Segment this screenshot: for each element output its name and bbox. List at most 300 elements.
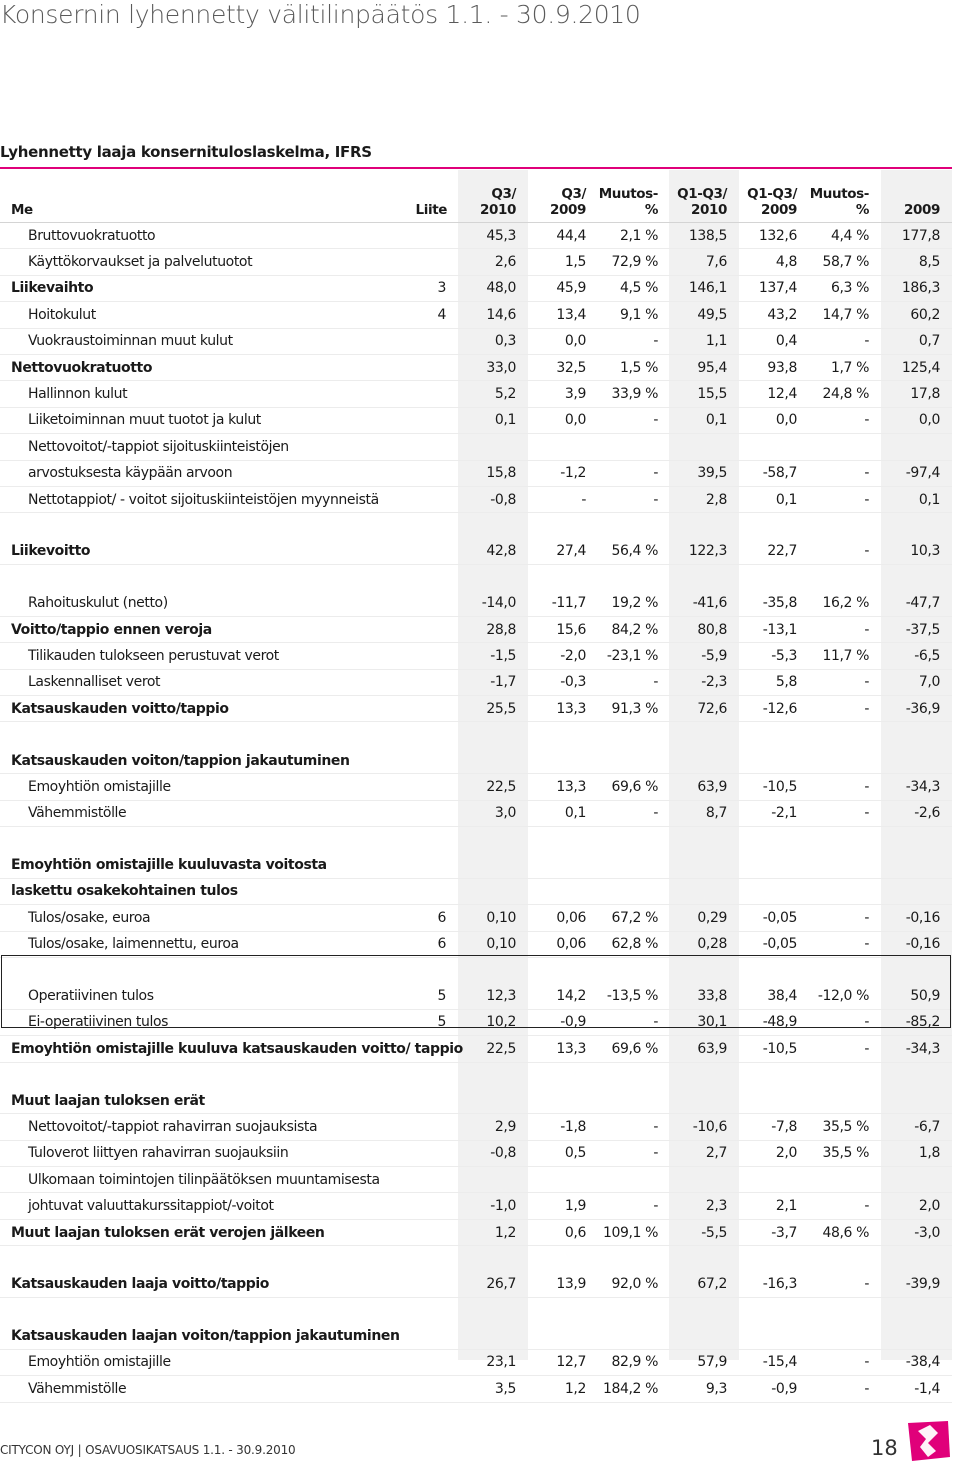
value-cell [809,434,881,460]
value-cell: - [598,1140,670,1166]
value-cell: 5,2 [458,381,528,407]
value-cell: -2,0 [528,643,598,669]
spacer-cell [528,1298,598,1324]
value-cell: 12,7 [528,1349,598,1375]
value-cell: -58,7 [739,460,809,486]
value-cell: -36,9 [881,696,952,722]
spacer-cell [0,1062,412,1088]
value-cell: -41,6 [670,590,739,616]
table-row [0,590,952,616]
value-cell: - [598,1193,670,1219]
income-statement-table [0,170,952,1403]
value-cell: 30,1 [670,1009,739,1035]
spacer-cell [528,826,598,852]
value-cell: - [809,800,881,826]
row-label: Vähemmistölle [0,800,412,826]
value-cell: 0,28 [670,931,739,957]
value-cell [670,1088,739,1114]
spacer-cell [598,722,670,748]
value-cell: 7,6 [670,249,739,275]
table-row [0,1088,952,1114]
table-row [0,748,952,774]
value-cell: 26,7 [458,1272,528,1298]
spacer-cell [458,957,528,983]
row-label: Emoyhtiön omistajille [0,1349,412,1375]
spacer-cell [809,513,881,539]
row-note [412,1349,458,1375]
value-cell [809,878,881,904]
spacer-cell [598,826,670,852]
value-cell: 43,2 [739,302,809,328]
row-label: Ei-operatiivinen tulos [0,1009,412,1035]
spacer-cell [881,513,952,539]
value-cell: -2,3 [670,669,739,695]
row-note: 4 [412,302,458,328]
value-cell: 0,0 [881,407,952,433]
value-cell: 22,5 [458,774,528,800]
value-cell: -5,9 [670,643,739,669]
value-cell: - [809,486,881,512]
value-cell: 1,8 [881,1140,952,1166]
row-note [412,669,458,695]
row-label: arvostuksesta käypään arvoon [0,460,412,486]
table-row [0,800,952,826]
value-cell: 28,8 [458,616,528,642]
table-row [0,1140,952,1166]
value-cell: 33,8 [670,983,739,1009]
value-cell: -0,3 [528,669,598,695]
value-cell: 177,8 [881,223,952,249]
table-row [0,223,952,249]
table-row [0,1036,952,1062]
value-cell [598,434,670,460]
spacer-row [0,513,952,539]
value-cell: 69,6 % [598,774,670,800]
value-cell [528,1088,598,1114]
header-col: Muutos- % [598,170,670,223]
value-cell [528,748,598,774]
spacer-cell [809,1062,881,1088]
value-cell [739,878,809,904]
value-cell: 122,3 [670,539,739,565]
spacer-cell [458,513,528,539]
spacer-cell [0,1298,412,1324]
value-cell: 4,5 % [598,275,670,301]
spacer-cell [528,565,598,591]
spacer-cell [809,565,881,591]
spacer-cell [881,1062,952,1088]
value-cell: 10,2 [458,1009,528,1035]
value-cell [528,1167,598,1193]
spacer-cell [0,957,412,983]
row-note [412,1323,458,1349]
value-cell [598,1323,670,1349]
row-note [412,354,458,380]
value-cell: 84,2 % [598,616,670,642]
table-row [0,1114,952,1140]
value-cell: 33,9 % [598,381,670,407]
value-cell: 15,6 [528,616,598,642]
value-cell: 58,7 % [809,249,881,275]
value-cell: - [809,460,881,486]
value-cell: 13,9 [528,1272,598,1298]
value-cell: 67,2 [670,1272,739,1298]
spacer-cell [739,722,809,748]
value-cell: -0,05 [739,905,809,931]
spacer-cell [0,722,412,748]
value-cell: - [598,800,670,826]
value-cell: -3,7 [739,1219,809,1245]
value-cell: -34,3 [881,774,952,800]
value-cell [739,852,809,878]
value-cell: -13,1 [739,616,809,642]
spacer-cell [881,826,952,852]
table-row [0,643,952,669]
value-cell [809,1088,881,1114]
spacer-cell [412,1246,458,1272]
value-cell: 80,8 [670,616,739,642]
value-cell: 2,1 % [598,223,670,249]
spacer-cell [412,722,458,748]
value-cell: -3,0 [881,1219,952,1245]
table-row [0,905,952,931]
spacer-cell [598,1246,670,1272]
value-cell: 0,0 [528,328,598,354]
footer-text: CITYCON OYJ | OSAVUOSIKATSAUS 1.1. - 30.9.2010 [0,1443,296,1457]
value-cell: 4,8 [739,249,809,275]
row-label: Nettotappiot/ - voitot sijoituskiinteistöjen myynneistä [0,486,412,512]
value-cell: 39,5 [670,460,739,486]
value-cell: 48,6 % [809,1219,881,1245]
row-note [412,434,458,460]
value-cell [739,1088,809,1114]
row-label: Liiketoiminnan muut tuotot ja kulut [0,407,412,433]
value-cell [598,1088,670,1114]
value-cell: -2,1 [739,800,809,826]
row-label: Emoyhtiön omistajille kuuluva katsauskauden voitto/ tappio [0,1036,412,1062]
row-note: 6 [412,931,458,957]
spacer-cell [809,722,881,748]
row-label: Liikevoitto [0,539,412,565]
value-cell [528,1323,598,1349]
value-cell: 1,5 [528,249,598,275]
value-cell: - [809,407,881,433]
spacer-cell [881,957,952,983]
spacer-cell [458,826,528,852]
spacer-row [0,957,952,983]
spacer-cell [739,565,809,591]
value-cell: - [809,774,881,800]
spacer-cell [0,1246,412,1272]
spacer-cell [0,565,412,591]
value-cell: 15,8 [458,460,528,486]
spacer-cell [412,565,458,591]
value-cell: 63,9 [670,774,739,800]
page-number: 18 [871,1436,898,1460]
value-cell: 1,5 % [598,354,670,380]
table-row [0,407,952,433]
spacer-cell [809,1298,881,1324]
value-cell: -1,2 [528,460,598,486]
spacer-cell [809,1246,881,1272]
value-cell: 14,2 [528,983,598,1009]
spacer-cell [458,1246,528,1272]
value-cell: -0,8 [458,1140,528,1166]
value-cell [739,1167,809,1193]
value-cell: -6,7 [881,1114,952,1140]
row-label: Katsauskauden voiton/tappion jakautuminen [0,748,412,774]
value-cell: 0,0 [739,407,809,433]
value-cell: -5,3 [739,643,809,669]
value-cell [528,434,598,460]
table-row [0,381,952,407]
value-cell [458,1167,528,1193]
value-cell: -0,9 [528,1009,598,1035]
value-cell: - [809,1272,881,1298]
value-cell: -23,1 % [598,643,670,669]
value-cell: - [598,407,670,433]
spacer-cell [881,722,952,748]
value-cell: 0,3 [458,328,528,354]
value-cell: 1,2 [458,1219,528,1245]
value-cell: 1,1 [670,328,739,354]
row-note [412,1114,458,1140]
value-cell: - [598,1114,670,1140]
row-label: johtuvat valuuttakurssitappiot/-voitot [0,1193,412,1219]
value-cell: 92,0 % [598,1272,670,1298]
spacer-cell [528,513,598,539]
value-cell: 3,9 [528,381,598,407]
value-cell: - [528,486,598,512]
value-cell: -47,7 [881,590,952,616]
value-cell [739,1323,809,1349]
value-cell [881,1167,952,1193]
value-cell: 2,8 [670,486,739,512]
spacer-cell [670,722,739,748]
table-row [0,696,952,722]
value-cell: 13,3 [528,696,598,722]
spacer-cell [458,722,528,748]
value-cell: 45,3 [458,223,528,249]
value-cell: 138,5 [670,223,739,249]
section-title: Lyhennetty laaja konsernituloslaskelma, IFRS [0,143,372,161]
value-cell: 38,4 [739,983,809,1009]
row-note [412,748,458,774]
row-label: Katsauskauden voitto/tappio [0,696,412,722]
value-cell: 12,3 [458,983,528,1009]
value-cell: -2,6 [881,800,952,826]
value-cell: 35,5 % [809,1114,881,1140]
table-row [0,878,952,904]
spacer-cell [739,513,809,539]
value-cell: 0,29 [670,905,739,931]
row-label: Ulkomaan toimintojen tilinpäätöksen muuntamisesta [0,1167,412,1193]
value-cell [739,748,809,774]
row-label: Nettovoitot/-tappiot rahavirran suojauksista [0,1114,412,1140]
value-cell: - [809,669,881,695]
value-cell: -0,16 [881,905,952,931]
row-label: Voitto/tappio ennen veroja [0,616,412,642]
table-header-row [0,170,952,223]
value-cell: 0,06 [528,931,598,957]
row-note [412,539,458,565]
spacer-cell [0,826,412,852]
row-label: Hoitokulut [0,302,412,328]
value-cell: - [598,460,670,486]
value-cell: -35,8 [739,590,809,616]
value-cell [598,852,670,878]
citycon-logo-icon [904,1421,952,1461]
row-label: Emoyhtiön omistajille [0,774,412,800]
value-cell: 0,5 [528,1140,598,1166]
header-col: Q3/ 2010 [458,170,528,223]
value-cell: - [809,1376,881,1402]
value-cell: 9,3 [670,1376,739,1402]
value-cell [809,748,881,774]
table-row [0,931,952,957]
spacer-cell [670,1298,739,1324]
table-row [0,1009,952,1035]
spacer-cell [739,1298,809,1324]
value-cell: 16,2 % [809,590,881,616]
row-label: Katsauskauden laajan voiton/tappion jakautuminen [0,1323,412,1349]
value-cell: - [598,486,670,512]
value-cell [809,1323,881,1349]
value-cell: - [809,1349,881,1375]
spacer-cell [528,1246,598,1272]
value-cell [881,434,952,460]
value-cell [458,434,528,460]
value-cell: 13,3 [528,774,598,800]
value-cell: -14,0 [458,590,528,616]
value-cell: 14,6 [458,302,528,328]
value-cell: -11,7 [528,590,598,616]
value-cell: 23,1 [458,1349,528,1375]
value-cell: 57,9 [670,1349,739,1375]
value-cell [739,434,809,460]
value-cell [881,1323,952,1349]
page-title: Konsernin lyhennetty välitilinpäätös 1.1. - 30.9.2010 [0,0,641,29]
value-cell: 13,4 [528,302,598,328]
value-cell: -12,6 [739,696,809,722]
value-cell: - [809,328,881,354]
value-cell [670,748,739,774]
value-cell: 4,4 % [809,223,881,249]
row-note [412,1088,458,1114]
value-cell [458,748,528,774]
value-cell: -13,5 % [598,983,670,1009]
value-cell: - [809,1036,881,1062]
value-cell: 8,5 [881,249,952,275]
spacer-cell [670,513,739,539]
value-cell: 91,3 % [598,696,670,722]
row-note [412,590,458,616]
spacer-cell [458,1298,528,1324]
value-cell [809,852,881,878]
row-label: Käyttökorvaukset ja palvelutuotot [0,249,412,275]
value-cell: 2,6 [458,249,528,275]
row-note [412,407,458,433]
value-cell: -1,5 [458,643,528,669]
value-cell [458,878,528,904]
table-row [0,1219,952,1245]
value-cell: -1,0 [458,1193,528,1219]
spacer-cell [598,1298,670,1324]
row-label: Tulos/osake, laimennettu, euroa [0,931,412,957]
spacer-cell [809,957,881,983]
value-cell: 184,2 % [598,1376,670,1402]
table-row [0,1167,952,1193]
spacer-cell [598,565,670,591]
spacer-cell [739,1062,809,1088]
value-cell: 72,9 % [598,249,670,275]
value-cell [598,748,670,774]
spacer-cell [412,826,458,852]
table-row [0,434,952,460]
value-cell: 22,5 [458,1036,528,1062]
row-note [412,1140,458,1166]
row-note [412,1376,458,1402]
value-cell: 0,0 [528,407,598,433]
spacer-cell [670,1062,739,1088]
row-note [412,616,458,642]
value-cell: 186,3 [881,275,952,301]
table-row [0,328,952,354]
value-cell: 33,0 [458,354,528,380]
value-cell: -16,3 [739,1272,809,1298]
row-note [412,223,458,249]
value-cell [458,1088,528,1114]
spacer-row [0,1298,952,1324]
row-note: 5 [412,983,458,1009]
value-cell: -7,8 [739,1114,809,1140]
spacer-cell [670,957,739,983]
row-note [412,774,458,800]
row-note [412,878,458,904]
row-label: Vuokraustoiminnan muut kulut [0,328,412,354]
value-cell: 25,5 [458,696,528,722]
row-note [412,328,458,354]
value-cell: 9,1 % [598,302,670,328]
header-rule [0,167,952,169]
row-label: Nettovoitot/-tappiot sijoituskiinteistöjen [0,434,412,460]
value-cell: 132,6 [739,223,809,249]
table-row [0,354,952,380]
row-note [412,249,458,275]
table-row [0,983,952,1009]
table-row [0,616,952,642]
value-cell: 48,0 [458,275,528,301]
row-label: Tulos/osake, euroa [0,905,412,931]
spacer-cell [412,1298,458,1324]
value-cell: 3,5 [458,1376,528,1402]
value-cell [670,878,739,904]
value-cell: 50,9 [881,983,952,1009]
value-cell: 11,7 % [809,643,881,669]
value-cell: 0,1 [881,486,952,512]
value-cell: 2,0 [881,1193,952,1219]
spacer-cell [739,1246,809,1272]
value-cell: -0,8 [458,486,528,512]
value-cell [881,748,952,774]
value-cell: 137,4 [739,275,809,301]
value-cell: 2,9 [458,1114,528,1140]
value-cell: 62,8 % [598,931,670,957]
row-label: Liikevaihto [0,275,412,301]
value-cell: -38,4 [881,1349,952,1375]
header-col: Q1-Q3/ 2010 [670,170,739,223]
value-cell [598,878,670,904]
